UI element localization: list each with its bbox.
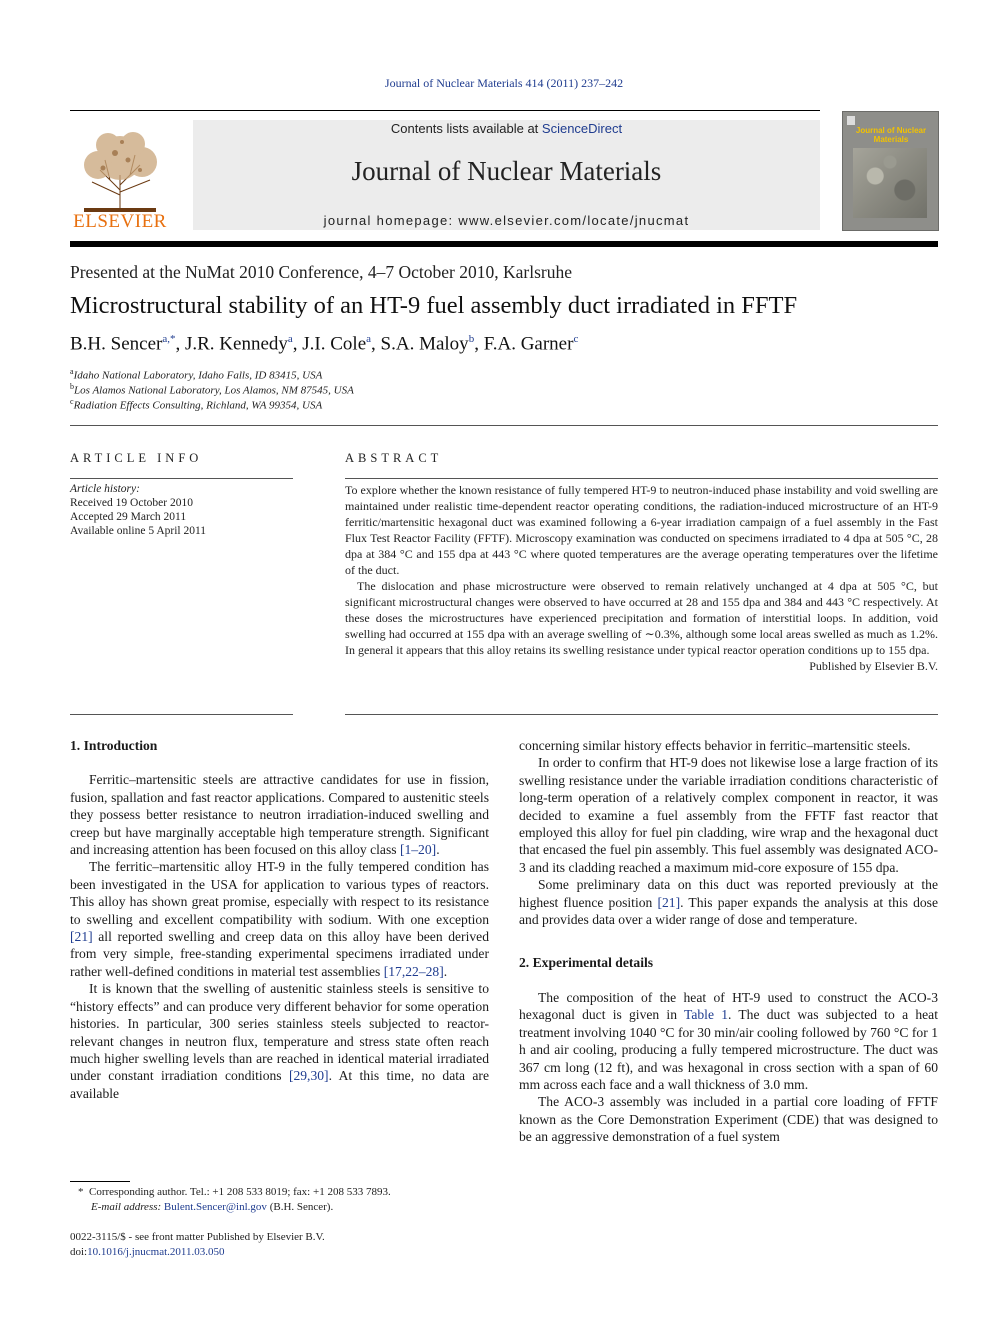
- body-paragraph: The ACO-3 assembly was included in a partial core loading of FFTF known as the Core Demonstration Experiment (CDE) that was designed to be an aggressive demonstration of a fuel system: [519, 1094, 938, 1145]
- page-footer: [70, 1230, 325, 1260]
- online-date: Available online 5 April 2011: [70, 525, 207, 537]
- author-affil-mark[interactable]: a,*: [162, 333, 176, 345]
- email-link[interactable]: Bulent.Sencer@inl.gov: [163, 1201, 267, 1213]
- author-affil-mark[interactable]: c: [573, 333, 579, 345]
- section-heading-experimental: 2. Experimental details: [519, 955, 654, 971]
- journal-citation[interactable]: Journal of Nuclear Materials 414 (2011) 237–242: [384, 76, 624, 90]
- corresponding-text: Corresponding author. Tel.: +1 208 533 8019; fax: +1 208 533 7893.: [89, 1186, 391, 1198]
- journal-cover-thumbnail[interactable]: [842, 111, 939, 231]
- abstract-heading: ABSTRACT: [345, 451, 443, 465]
- journal-homepage[interactable]: journal homepage: www.elsevier.com/locate/jnucmat: [323, 213, 690, 228]
- article-info-heading: ARTICLE INFO: [70, 451, 203, 465]
- author-affil-mark[interactable]: b: [468, 333, 475, 345]
- history-label: Article history:: [70, 483, 140, 495]
- affiliation-text: Los Alamos National Laboratory, Los Alamos, NM 87545, USA: [74, 384, 354, 397]
- author-list: B.H. Sencer$^{a,*}$, J.R. Kennedy$^a$, J.I. Cole$^a$, S.A. Maloy$^b$, F.A. Garner$^c$: [70, 333, 579, 355]
- body-paragraph: [519, 989, 938, 1093]
- footnote: [70, 1185, 490, 1215]
- author-name[interactable]: F.A. Garner: [483, 333, 574, 355]
- body-paragraph: The ferritic–martensitic alloy HT-9 in the fully tempered condition has been investigated in the USA for application to various types of reactors. This alloy has shown great promise, especially with respect to its resistance to swelling and excellent compatibility with sodium. With one exception [21] all reported swelling and creep data on this alloy have been derived from very simple, free-standing experimental specimens irradiated under rather well-defined conditions in material test assemblies [17,22–28].: [70, 859, 489, 979]
- author-affil-mark[interactable]: a: [366, 333, 372, 345]
- affiliation-text: Idaho National Laboratory, Idaho Falls, ID 83415, USA: [73, 369, 323, 382]
- header-thick-rule: [70, 241, 938, 247]
- cover-title: Journal of Nuclear Materials: [855, 126, 927, 144]
- abstract-paragraph: The dislocation and phase microstructure were observed to remain relatively unchanged at 4 dpa at 505 °C, but significant microstructural changes were observed to have occurred at 28 and 155 dpa and 384 and 443 °C respectively. At these doses the microstructures have experienced precipitation and formation of interstitial loops. In addition, void swelling had occurred at 155 dpa with an average swelling of ∼0.3%, although some local areas swelled as much as 1.2%. In general it appears that this alloy retains its swelling resistance under typical reactor operation conditions up to 155 dpa.: [345, 579, 938, 657]
- body-paragraph: Ferritic–martensitic steels are attractive candidates for use in fission, fusion, spallation and fast reactor applications. Compared to austenitic steels they possess better resistance to neutron irradiation-induced swelling and creep but have marginally acceptable high temperature strength. Significant and increasing attention has been focused on this alloy class [1–20].: [70, 772, 489, 858]
- affiliation-mark: b: [70, 382, 74, 391]
- presented-note: Presented at the NuMat 2010 Conference, 4–7 October 2010, Karlsruhe: [70, 262, 573, 282]
- publisher-note: Published by Elsevier B.V.: [809, 659, 938, 673]
- sciencedirect-link[interactable]: ScienceDirect: [541, 121, 623, 136]
- elsevier-logo: [70, 120, 170, 232]
- affiliation: [70, 367, 322, 382]
- article-history: [70, 482, 206, 538]
- table-link[interactable]: Table 1: [683, 1007, 728, 1023]
- issn-line: 0022-3115/$ - see front matter Published by Elsevier B.V.: [70, 1231, 325, 1243]
- body-paragraph: concerning similar history effects behavior in ferritic–martensitic steels.: [519, 738, 911, 753]
- reference-link[interactable]: [21]: [657, 894, 681, 910]
- author-name[interactable]: B.H. Sencer: [70, 333, 163, 355]
- affiliation-text: Radiation Effects Consulting, Richland, WA 99354, USA: [73, 399, 323, 412]
- doi-label: doi:: [70, 1246, 88, 1258]
- body-paragraph: [519, 876, 938, 928]
- divider: [70, 425, 938, 426]
- author-name[interactable]: J.I. Cole: [302, 333, 367, 355]
- journal-banner: [193, 120, 820, 230]
- paragraph-text: Ferritic–martensitic steels are attractive candidates for use in fission, fusion, spallation and fast reactor applications. Compared to austenitic steels they possess better resistance to neutron irradiation-induced swelling and creep but have marginally acceptable high temperature strength. Significant and increasing attention has been focused on this alloy class: [70, 772, 489, 858]
- affiliation-mark: a: [70, 367, 74, 376]
- email-note: [70, 1200, 490, 1215]
- footnote-rule: [70, 1181, 130, 1182]
- corresponding-author-note: [70, 1185, 490, 1200]
- body-column-right: [519, 737, 938, 1146]
- doi-line: [70, 1245, 325, 1260]
- footnote-mark: *: [78, 1186, 84, 1198]
- contents-line: [193, 120, 820, 136]
- reference-link[interactable]: [29,30]: [288, 1068, 329, 1084]
- accepted-date: Accepted 29 March 2011: [70, 511, 187, 523]
- paragraph-text: . This paper expands the analysis at this dose and provides data over a wider range of dose and temperature.: [519, 894, 938, 928]
- section-heading-introduction: 1. Introduction: [70, 738, 158, 753]
- header-rule: [70, 110, 820, 111]
- article-title: Microstructural stability of an HT-9 fuel assembly duct irradiated in FFTF: [70, 292, 798, 319]
- doi-link[interactable]: 10.1016/j.jnucmat.2011.03.050: [87, 1246, 225, 1258]
- journal-name: Journal of Nuclear Materials: [351, 156, 662, 186]
- abstract-paragraph: To explore whether the known resistance of fully tempered HT-9 to neutron-induced phase instability and void swelling are maintained under realistic time-dependent reactor operating conditions, the radiation-induced microstructure of an HT-9 ferritic/martensitic hexagonal duct was examined following a 6-year irradiation campaign of a fuel assembly in the Fast Flux Test Reactor Facility (FFTF). Microscopy examination was conducted on specimens irradiated to 4 dpa at 505 °C, 28 dpa at 384 °C and 155 dpa at 443 °C where quoted temperatures are the average operating temperatures over the lifetime of the duct.: [345, 483, 938, 577]
- paragraph-text: The composition of the heat of HT-9 used to construct the ACO-3 hexagonal duct is given in: [519, 989, 938, 1023]
- paragraph-text: The ferritic–martensitic alloy HT-9 in the fully tempered condition has been investigated in the USA for application to various types of reactors. This alloy has shown great promise, especially with respect to its resistance to swelling and excellent compatibility with sodium. With one exception: [70, 859, 489, 927]
- email-label: E-mail address:: [91, 1201, 162, 1213]
- affiliation: [70, 382, 354, 397]
- reference-link[interactable]: [17,22–28]: [383, 963, 444, 979]
- cover-logo-icon: [847, 116, 855, 125]
- reference-link[interactable]: [1–20]: [399, 842, 437, 858]
- body-paragraph: [70, 980, 489, 1102]
- affiliation: [70, 397, 322, 412]
- paragraph-text: . At this time, no data are available: [70, 1068, 489, 1101]
- author-name[interactable]: S.A. Maloy: [380, 333, 469, 355]
- abstract-body: [345, 482, 938, 674]
- reference-link[interactable]: [21]: [70, 929, 93, 945]
- paragraph-text: all reported swelling and creep data on this alloy have been derived from very simple, free-standing experimental specimens irradiated under rather well-defined conditions in material test assemblies: [70, 929, 489, 979]
- body-column-left: [70, 737, 489, 1102]
- contents-prefix: Contents lists available at: [390, 121, 542, 136]
- author-affil-mark[interactable]: a: [287, 333, 293, 345]
- cover-image: [853, 148, 927, 218]
- divider: [345, 714, 938, 715]
- affiliation-mark: c: [70, 397, 74, 406]
- paragraph-text: . The duct was subjected to a heat treatment involving 1040 °C for 30 min/air cooling followed by 760 °C for 1 h and air cooling, producing a fully tempered microstructure. The duct was 367 cm long (12 ft), and was hexagonal in cross section with a span of 60 mm across each face and a wall thickness of 3.0 mm.: [519, 1007, 938, 1092]
- divider: [70, 714, 293, 715]
- divider: [70, 478, 293, 479]
- author-name[interactable]: J.R. Kennedy: [184, 333, 288, 355]
- elsevier-wordmark: ELSEVIER: [73, 211, 167, 232]
- received-date: Received 19 October 2010: [70, 497, 193, 509]
- email-suffix: (B.H. Sencer).: [269, 1201, 334, 1213]
- paragraph-text: Some preliminary data on this duct was reported previously at the highest fluence position: [519, 877, 938, 910]
- body-paragraph: In order to confirm that HT-9 does not likewise lose a large fraction of its swelling resistance under the variable irradiation conditions characteristic of long-term operation of a relatively complex component in reactor, it was decided to examine a fuel assembly from the FFTF fast reactor that employed this alloy for fuel pin cladding, wire wrap and the hexagonal duct that encased the fuel pin assembly. This fuel assembly was designated ACO-3 and its cladding reached a maximum mid-core exposure of 155 dpa.: [519, 755, 938, 875]
- paragraph-text: It is known that the swelling of austenitic stainless steels is sensitive to “history effects” and can produce very different behavior for some operation histories. In particular, 300 series stainless steels subjected to reactor-relevant changes in neutron flux, temperature and stress state often reach much higher swelling levels than are reached in identical material irradiated under constant irradiation conditions: [70, 981, 489, 1084]
- divider: [345, 478, 938, 479]
